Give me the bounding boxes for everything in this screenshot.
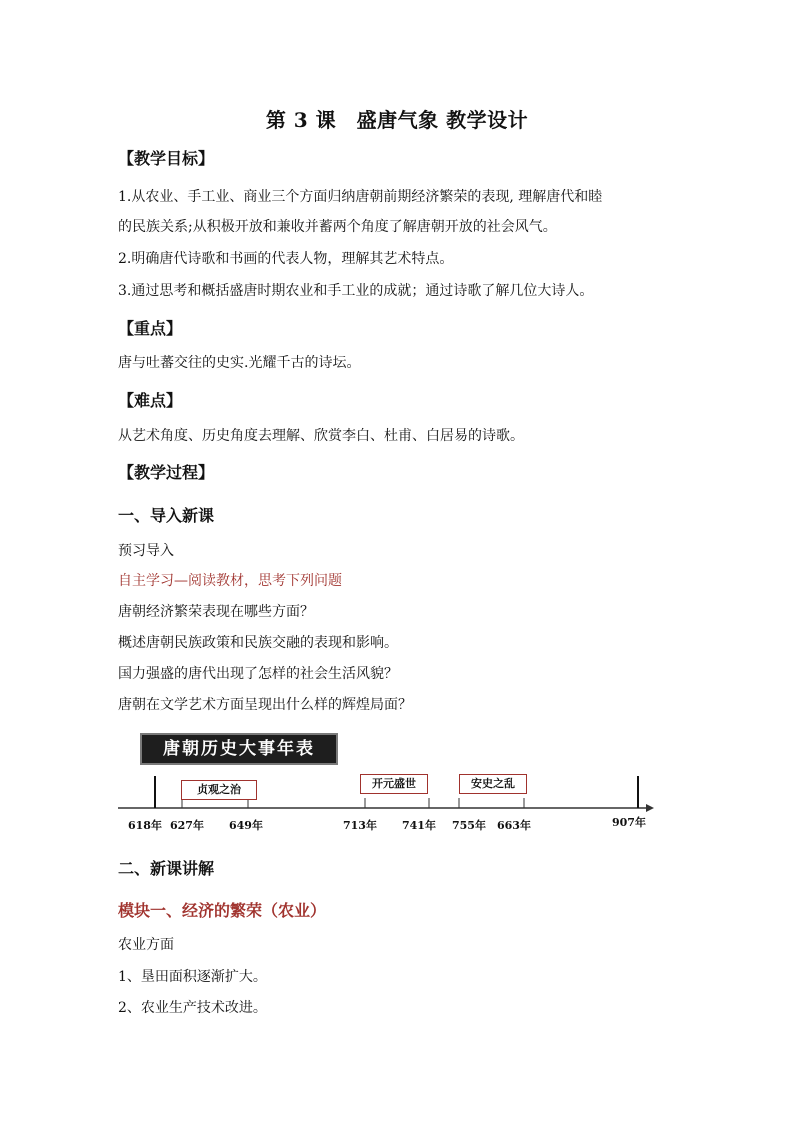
year-label: 713年 [343,819,377,832]
self-study-prompt: 自主学习—阅读教材，思考下列问题 [118,573,342,589]
process-heading: 【教学过程】 [118,463,215,482]
key-heading: 【重点】 [118,319,183,338]
year-label: 618年 [128,819,162,832]
preview-label: 预习导入 [118,543,174,559]
timeline-banner: 唐朝历史大事年表 [140,733,338,765]
event-zhenguan: 贞观之治 [181,780,257,800]
goal-item-2: 2.明确唐代诗歌和书画的代表人物，理解其艺术特点。 [118,251,454,267]
year-label: 741年 [402,819,436,832]
page-title: 第 3 课 盛唐气象 教学设计 [265,108,529,132]
module-heading: 模块一、经济的繁荣（农业） [118,901,327,920]
goal-item-1 [118,182,678,242]
goals-heading: 【教学目标】 [118,149,215,168]
goal-item-1-line1: 1.从农业、手工业、商业三个方面归纳唐朝前期经济繁荣的表现, 理解唐代和睦 [118,189,603,205]
goal-item-3: 3.通过思考和概括盛唐时期农业和手工业的成就；通过诗歌了解几位大诗人。 [118,283,594,299]
question-2: 概述唐朝民族政策和民族交融的表现和影响。 [118,635,398,651]
event-anshi: 安史之乱 [459,774,527,794]
agri-label: 农业方面 [118,937,174,953]
section-heading-intro: 一、导入新课 [118,506,215,525]
event-kaiyuan: 开元盛世 [360,774,428,794]
difficult-heading: 【难点】 [118,391,183,410]
key-text: 唐与吐蕃交往的史实.光耀千古的诗坛。 [118,355,361,371]
goal-item-1-line2: 的民族关系;从积极开放和兼收并蓄两个角度了解唐朝开放的社会风气。 [118,219,557,235]
question-1: 唐朝经济繁荣表现在哪些方面？ [118,604,314,620]
timeline-arrow-icon [646,804,654,812]
year-label: 907年 [612,816,646,829]
question-4: 唐朝在文学艺术方面呈现出什么样的辉煌局面？ [118,697,412,713]
year-label: 755年 [452,819,486,832]
difficult-text: 从艺术角度、历史角度去理解、欣赏李白、杜甫、白居易的诗歌。 [118,428,524,444]
agri-point-1: 1、垦田面积逐渐扩大。 [118,969,267,985]
agri-point-2: 2、农业生产技术改进。 [118,1000,267,1016]
year-label: 663年 [497,819,531,832]
section-heading-lecture: 二、新课讲解 [118,859,215,878]
year-label: 627年 [170,819,204,832]
year-label: 649年 [229,819,263,832]
question-3: 国力强盛的唐代出现了怎样的社会生活风貌？ [118,666,398,682]
